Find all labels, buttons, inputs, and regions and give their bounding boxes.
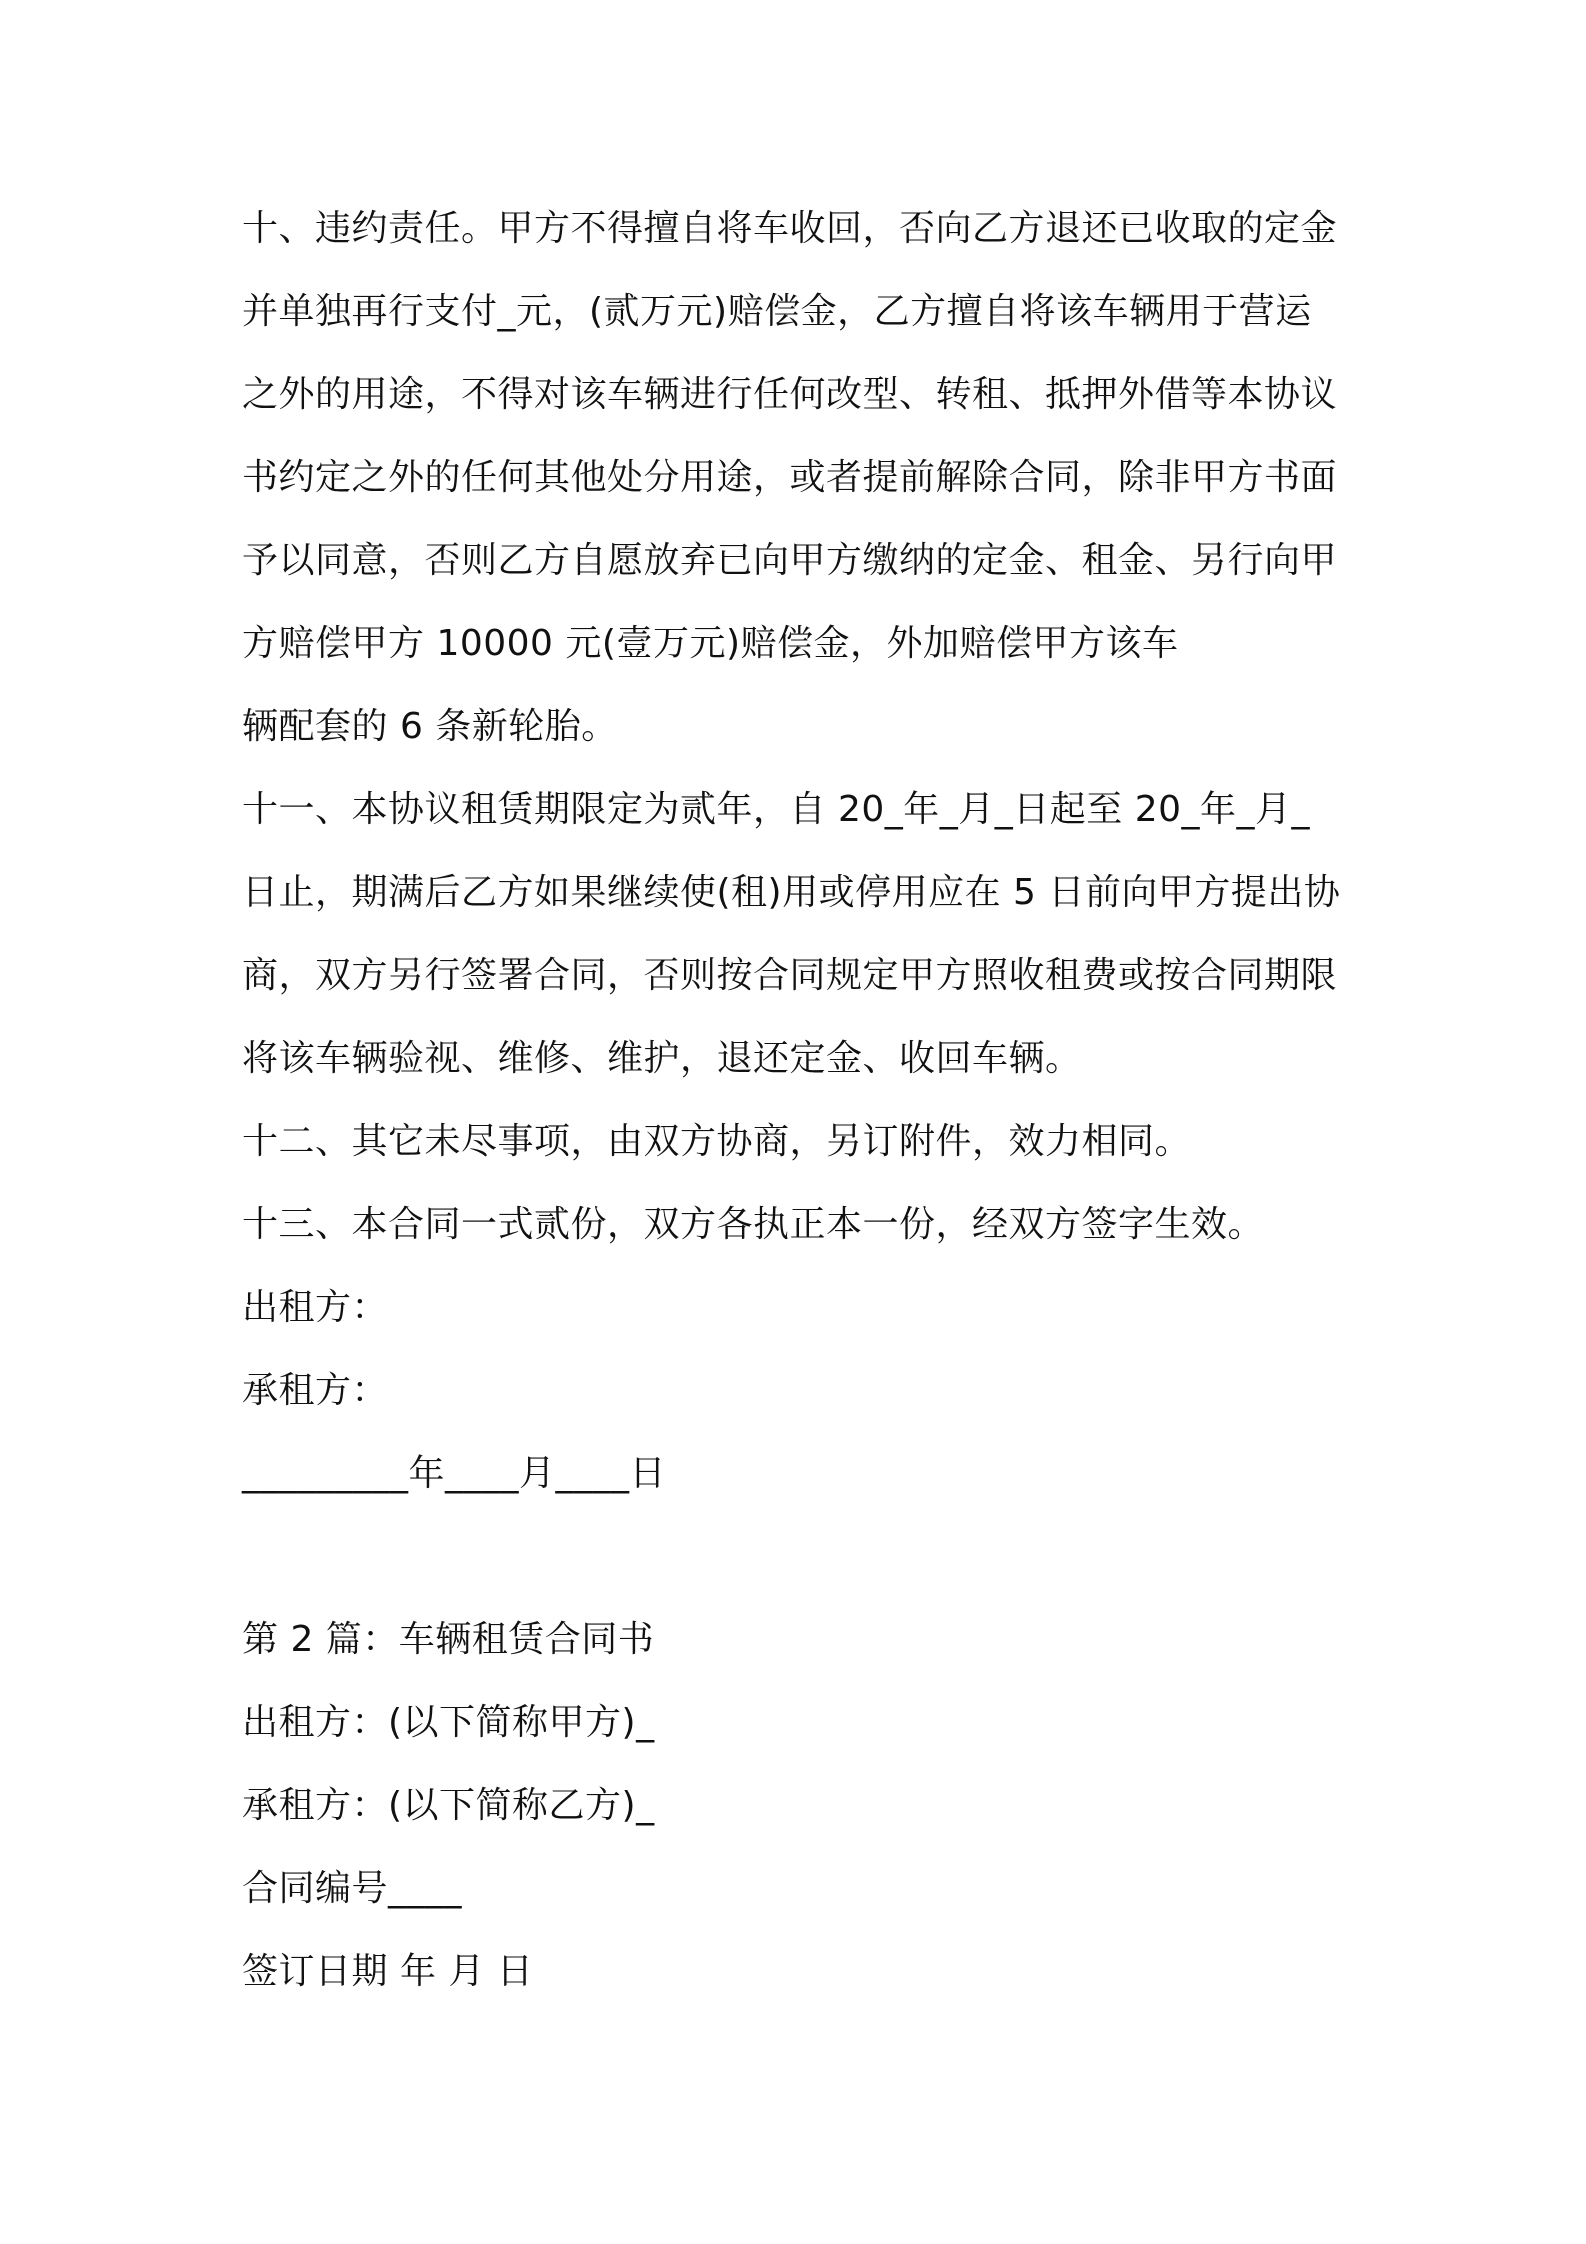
lessor-signature-label: 出租方： (242, 1287, 389, 1328)
section-2-title: 第 2 篇：车辆租赁合同书 (242, 1619, 655, 1660)
section-2-lessor: 出租方：(以下简称甲方)_ (242, 1702, 655, 1743)
clause-11-line-2: 日止，期满后乙方如果继续使(租)用或停用应在 5 日前向甲方提出协 (242, 872, 1341, 913)
section-2-lessee: 承租方：(以下简称乙方)_ (242, 1785, 655, 1826)
clause-10-line-7: 辆配套的 6 条新轮胎。 (242, 706, 618, 747)
clause-10-line-4: 书约定之外的任何其他处分用途，或者提前解除合同，除非甲方书面 (242, 457, 1338, 498)
clause-10-line-2: 并单独再行支付_元，(贰万元)赔偿金，乙方擅自将该车辆用于营运 (242, 291, 1312, 332)
clause-10-line-5: 予以同意，否则乙方自愿放弃已向甲方缴纳的定金、租金、另行向甲 (242, 540, 1338, 581)
lessee-signature-label: 承租方： (242, 1370, 389, 1411)
signature-date-line: _________年____月____日 (242, 1453, 666, 1494)
clause-10-line-6: 方赔偿甲方 10000 元(壹万元)赔偿金，外加赔偿甲方该车 (242, 623, 1179, 664)
clause-11-line-3: 商，双方另行签署合同，否则按合同规定甲方照收租费或按合同期限 (242, 955, 1338, 996)
signing-date: 签订日期 年 月 日 (242, 1951, 534, 1992)
clause-10-line-1: 十、违约责任。甲方不得擅自将车收回，否向乙方退还已收取的定金 (242, 208, 1338, 249)
clause-11-line-1: 十一、本协议租赁期限定为贰年，自 20_年_月_日起至 20_年_月_ (242, 789, 1311, 830)
contract-number: 合同编号____ (242, 1868, 463, 1909)
clause-12: 十二、其它未尽事项，由双方协商，另订附件，效力相同。 (242, 1121, 1192, 1162)
clause-11-line-4: 将该车辆验视、维修、维护，退还定金、收回车辆。 (242, 1038, 1082, 1079)
clause-10-line-3: 之外的用途，不得对该车辆进行任何改型、转租、抵押外借等本协议 (242, 374, 1338, 415)
clause-13: 十三、本合同一式贰份，双方各执正本一份，经双方签字生效。 (242, 1204, 1265, 1245)
